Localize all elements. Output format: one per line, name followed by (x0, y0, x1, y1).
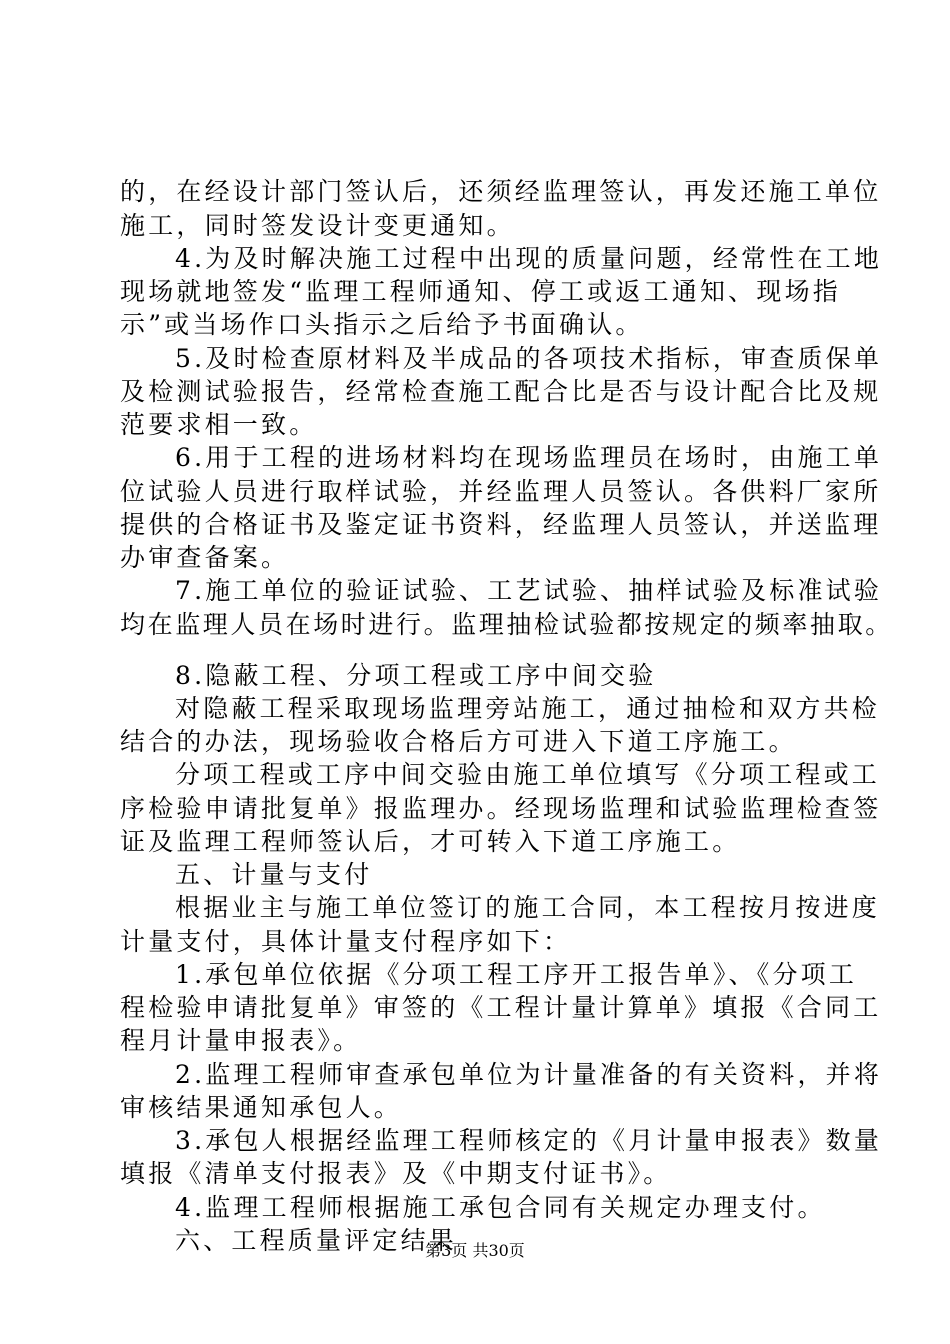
text-line: 的，在经设计部门签认后，还须经监理签认，再发还施工单位 (120, 177, 882, 206)
text-line: 4.监理工程师根据施工承包合同有关规定办理支付。 (175, 1193, 826, 1222)
text-line: 程检验申请批复单》审签的《工程计量计算单》填报《合同工 (120, 993, 882, 1022)
text-line: 5.及时检查原材料及半成品的各项技术指标，审查质保单 (175, 344, 883, 373)
text-line: 施工，同时签发设计变更通知。 (120, 211, 515, 240)
page-number: 第3页 共30页 (425, 1241, 525, 1260)
text-line: 均在监理人员在场时进行。监理抽检试验都按规定的频率抽取。 (120, 610, 893, 639)
text-line: 对隐蔽工程采取现场监理旁站施工，通过抽检和双方共检 (175, 694, 881, 723)
text-line: 位试验人员进行取样试验，并经监理人员签认。各供料厂家所 (120, 477, 882, 506)
section-heading: 8.隐蔽工程、分项工程或工序中间交验 (175, 661, 657, 690)
text-line: 办审查备案。 (120, 543, 290, 572)
text-line: 结合的办法，现场验收合格后方可进入下道工序施工。 (120, 727, 797, 756)
text-line: 3.承包人根据经监理工程师核定的《月计量申报表》数量 (175, 1126, 883, 1155)
section-heading: 五、计量与支付 (175, 860, 373, 889)
section-heading: 六、工程质量评定结果 (175, 1226, 458, 1255)
text-line: 审核结果通知承包人。 (120, 1093, 403, 1122)
text-line: 填报《清单支付报表》及《中期支付证书》。 (120, 1159, 672, 1188)
text-line: 2.监理工程师审查承包单位为计量准备的有关资料，并将 (175, 1060, 883, 1089)
text-line: 现场就地签发“监理工程师通知、停工或返工通知、现场指 (120, 277, 841, 306)
text-line: 计量支付，具体计量支付程序如下： (120, 927, 572, 956)
text-line: 序检验申请批复单》报监理办。经现场监理和试验监理检查签 (120, 794, 882, 823)
text-line: 示”或当场作口头指示之后给予书面确认。 (120, 310, 644, 339)
text-line: 证及监理工程师签认后，才可转入下道工序施工。 (120, 827, 741, 856)
text-line: 提供的合格证书及鉴定证书资料，经监理人员签认，并送监理 (120, 510, 882, 539)
text-line: 分项工程或工序中间交验由施工单位填写《分项工程或工 (175, 760, 881, 789)
text-line: 1.承包单位依据《分项工程工序开工报告单》、《分项工 (175, 960, 858, 989)
text-line: 4.为及时解决施工过程中出现的质量问题，经常性在工地 (175, 244, 883, 273)
text-line: 及检测试验报告，经常检查施工配合比是否与设计配合比及规 (120, 377, 882, 406)
text-line: 7.施工单位的验证试验、工艺试验、抽样试验及标准试验 (175, 576, 883, 605)
text-line: 根据业主与施工单位签订的施工合同，本工程按月按进度 (175, 893, 881, 922)
text-line: 6.用于工程的进场材料均在现场监理员在场时，由施工单 (175, 443, 883, 472)
text-line: 程月计量申报表》。 (120, 1026, 362, 1055)
text-line: 范要求相一致。 (120, 410, 318, 439)
